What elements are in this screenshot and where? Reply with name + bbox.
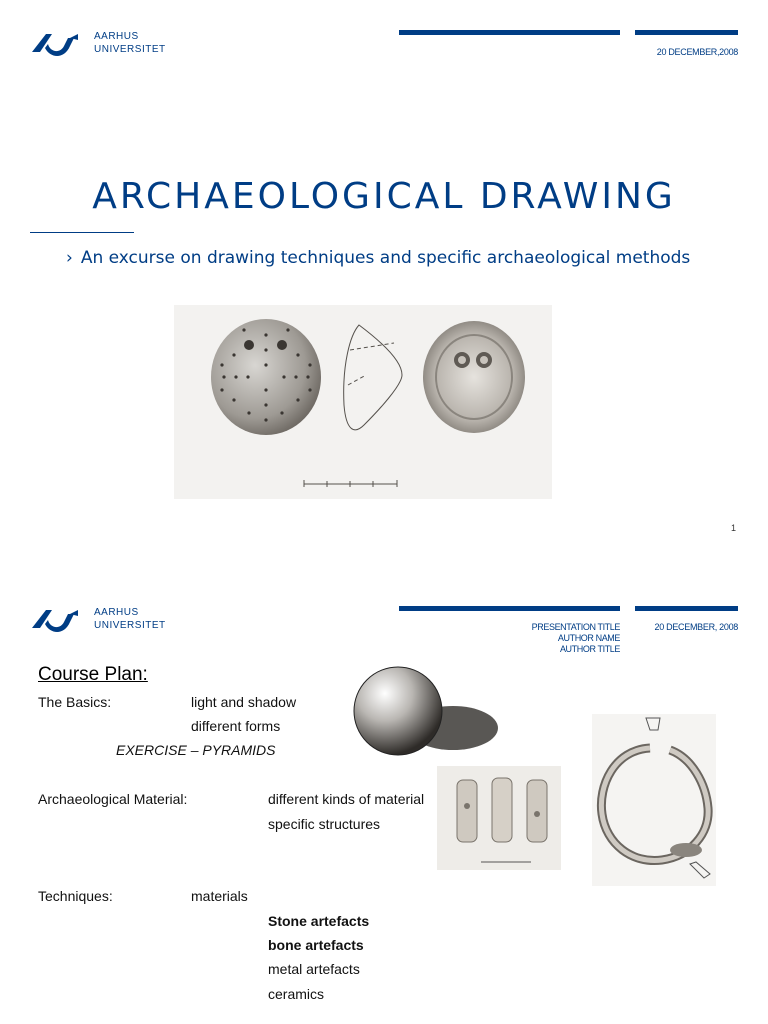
technique-list-item: Stone artefacts [268,913,370,929]
material-item: different kinds of material [268,791,425,807]
exercise-label: EXERCISE – PYRAMIDS [116,742,276,758]
presentation-title: PRESENTATION TITLE [531,622,620,632]
bone-artefacts-image [437,766,561,870]
slide-date: 20 DECEMBER, 2008 [654,622,738,632]
basics-item: different forms [191,718,281,734]
ring-artefact-drawing-image [592,714,716,886]
sphere-drawing-image [348,666,498,764]
technique-list-item: ceramics [268,986,325,1002]
bullet-chevron-icon: › [66,248,73,268]
techniques-label: Techniques: [38,888,113,904]
university-name-line1: AARHUS [94,607,139,618]
header-bar-left [399,30,620,35]
university-name [94,30,166,56]
subtitle-line [66,248,690,268]
presentation-meta [532,622,620,655]
au-logo-icon [30,30,80,56]
header-bar-right [635,30,738,35]
course-plan-heading: Course Plan: [38,664,148,685]
university-name-line2: UNIVERSITET [94,44,166,55]
university-logo [30,30,166,56]
technique-list-item: bone artefacts [268,937,364,953]
material-item: specific structures [268,816,381,832]
techniques-item: materials [191,888,248,904]
artefact-drawing-image [174,305,552,499]
au-logo-icon [30,606,80,632]
university-name-line1: AARHUS [94,31,139,42]
title-divider [30,232,134,233]
author-title: AUTHOR TITLE [559,644,620,654]
page-number: 1 [730,523,736,533]
slide-date: 20 DECEMBER,2008 [656,47,738,57]
author-name: AUTHOR NAME [557,633,620,643]
subtitle-text: An excurse on drawing techniques and specific archaeological methods [80,248,691,268]
header-bar-right [635,606,738,611]
university-logo [30,606,166,632]
header-bar-left [399,606,620,611]
course-plan-slide [0,576,768,1024]
basics-label: The Basics: [38,694,112,710]
material-label: Archaeological Material: [38,791,188,807]
university-name-line2: UNIVERSITET [94,620,166,631]
basics-item: light and shadow [191,694,297,710]
slide-title: ARCHAEOLOGICAL DRAWING [92,176,676,217]
university-name [94,606,166,632]
technique-list-item: metal artefacts [268,961,360,977]
